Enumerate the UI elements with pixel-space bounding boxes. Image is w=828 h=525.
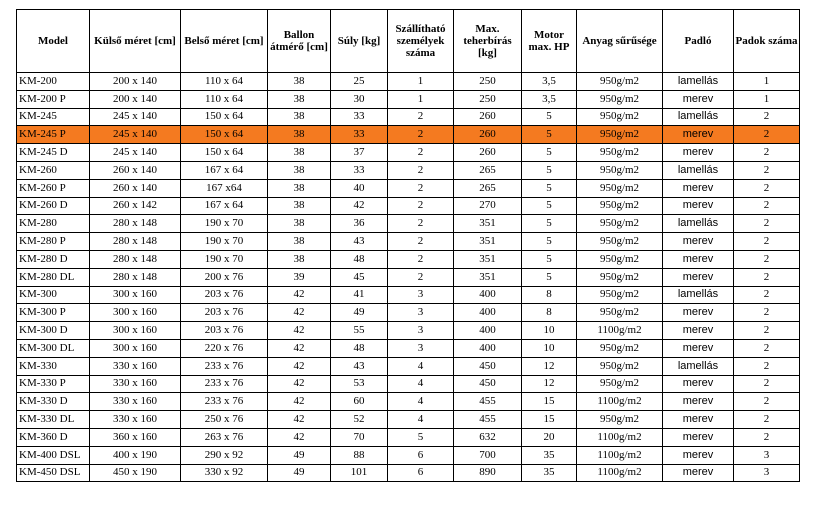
table-row xyxy=(17,215,800,233)
cell-outer-size: 245 x 140 xyxy=(90,126,181,144)
cell-max-load: 270 xyxy=(454,197,522,215)
cell-bench-count: 2 xyxy=(734,286,800,304)
cell-weight: 70 xyxy=(331,428,388,446)
cell-material-density: 950g/m2 xyxy=(577,250,663,268)
cell-max-load: 400 xyxy=(454,339,522,357)
cell-persons: 5 xyxy=(388,428,454,446)
cell-motor-hp: 5 xyxy=(522,215,577,233)
cell-motor-hp: 5 xyxy=(522,250,577,268)
cell-weight: 36 xyxy=(331,215,388,233)
cell-tube-diameter: 42 xyxy=(268,428,331,446)
cell-material-density: 950g/m2 xyxy=(577,411,663,429)
cell-model: KM-280 xyxy=(17,215,90,233)
cell-weight: 45 xyxy=(331,268,388,286)
table-row xyxy=(17,268,800,286)
header-persons: Szállítható személyek száma xyxy=(388,10,454,73)
cell-bench-count: 2 xyxy=(734,393,800,411)
cell-tube-diameter: 42 xyxy=(268,375,331,393)
cell-tube-diameter: 38 xyxy=(268,161,331,179)
cell-material-density: 950g/m2 xyxy=(577,73,663,91)
cell-tube-diameter: 38 xyxy=(268,126,331,144)
table-row xyxy=(17,73,800,91)
cell-persons: 2 xyxy=(388,233,454,251)
cell-material-density: 950g/m2 xyxy=(577,161,663,179)
cell-floor: lamellás xyxy=(663,161,734,179)
cell-max-load: 250 xyxy=(454,90,522,108)
cell-motor-hp: 35 xyxy=(522,446,577,464)
cell-inner-size: 263 x 76 xyxy=(181,428,268,446)
cell-floor: merev xyxy=(663,233,734,251)
cell-model: KM-360 D xyxy=(17,428,90,446)
cell-weight: 33 xyxy=(331,161,388,179)
cell-inner-size: 167 x 64 xyxy=(181,161,268,179)
cell-persons: 3 xyxy=(388,304,454,322)
cell-bench-count: 2 xyxy=(734,215,800,233)
cell-weight: 52 xyxy=(331,411,388,429)
cell-material-density: 950g/m2 xyxy=(577,144,663,162)
table-body xyxy=(17,73,800,482)
cell-inner-size: 190 x 70 xyxy=(181,250,268,268)
cell-floor: merev xyxy=(663,428,734,446)
cell-floor: merev xyxy=(663,375,734,393)
cell-motor-hp: 20 xyxy=(522,428,577,446)
cell-inner-size: 110 x 64 xyxy=(181,73,268,91)
cell-max-load: 265 xyxy=(454,161,522,179)
cell-material-density: 950g/m2 xyxy=(577,375,663,393)
cell-tube-diameter: 38 xyxy=(268,108,331,126)
cell-motor-hp: 10 xyxy=(522,322,577,340)
cell-inner-size: 150 x 64 xyxy=(181,126,268,144)
cell-bench-count: 2 xyxy=(734,197,800,215)
cell-material-density: 950g/m2 xyxy=(577,268,663,286)
cell-inner-size: 110 x 64 xyxy=(181,90,268,108)
table-row xyxy=(17,357,800,375)
cell-model: KM-330 D xyxy=(17,393,90,411)
cell-bench-count: 2 xyxy=(734,108,800,126)
cell-material-density: 950g/m2 xyxy=(577,108,663,126)
table-row xyxy=(17,233,800,251)
cell-outer-size: 245 x 140 xyxy=(90,144,181,162)
cell-weight: 48 xyxy=(331,339,388,357)
cell-inner-size: 167 x 64 xyxy=(181,197,268,215)
cell-outer-size: 200 x 140 xyxy=(90,73,181,91)
cell-persons: 6 xyxy=(388,446,454,464)
cell-weight: 25 xyxy=(331,73,388,91)
cell-tube-diameter: 38 xyxy=(268,90,331,108)
header-row xyxy=(17,10,800,73)
cell-floor: lamellás xyxy=(663,357,734,375)
cell-floor: lamellás xyxy=(663,215,734,233)
cell-bench-count: 2 xyxy=(734,428,800,446)
cell-material-density: 1100g/m2 xyxy=(577,446,663,464)
cell-persons: 2 xyxy=(388,161,454,179)
cell-tube-diameter: 38 xyxy=(268,250,331,268)
cell-max-load: 260 xyxy=(454,108,522,126)
cell-weight: 55 xyxy=(331,322,388,340)
cell-floor: merev xyxy=(663,393,734,411)
cell-persons: 6 xyxy=(388,464,454,482)
spec-table-container xyxy=(16,9,800,482)
cell-max-load: 351 xyxy=(454,268,522,286)
cell-motor-hp: 35 xyxy=(522,464,577,482)
boat-spec-table xyxy=(16,9,800,482)
cell-bench-count: 2 xyxy=(734,144,800,162)
cell-material-density: 1100g/m2 xyxy=(577,464,663,482)
cell-persons: 1 xyxy=(388,73,454,91)
cell-persons: 1 xyxy=(388,90,454,108)
cell-outer-size: 280 x 148 xyxy=(90,268,181,286)
cell-floor: merev xyxy=(663,322,734,340)
cell-motor-hp: 5 xyxy=(522,126,577,144)
cell-bench-count: 2 xyxy=(734,179,800,197)
cell-floor: merev xyxy=(663,304,734,322)
cell-material-density: 950g/m2 xyxy=(577,286,663,304)
cell-material-density: 950g/m2 xyxy=(577,215,663,233)
cell-floor: merev xyxy=(663,90,734,108)
cell-persons: 2 xyxy=(388,144,454,162)
cell-max-load: 700 xyxy=(454,446,522,464)
cell-persons: 2 xyxy=(388,268,454,286)
table-row xyxy=(17,464,800,482)
cell-inner-size: 167 x64 xyxy=(181,179,268,197)
cell-outer-size: 260 x 140 xyxy=(90,161,181,179)
cell-model: KM-300 P xyxy=(17,304,90,322)
cell-motor-hp: 3,5 xyxy=(522,90,577,108)
cell-material-density: 1100g/m2 xyxy=(577,393,663,411)
cell-bench-count: 2 xyxy=(734,126,800,144)
cell-motor-hp: 8 xyxy=(522,286,577,304)
header-material-density: Anyag sűrűsége xyxy=(577,10,663,73)
table-row-highlighted xyxy=(17,126,800,144)
header-motor-hp: Motor max. HP xyxy=(522,10,577,73)
cell-weight: 37 xyxy=(331,144,388,162)
cell-floor: merev xyxy=(663,179,734,197)
table-row xyxy=(17,446,800,464)
cell-tube-diameter: 42 xyxy=(268,411,331,429)
cell-weight: 60 xyxy=(331,393,388,411)
cell-bench-count: 2 xyxy=(734,339,800,357)
cell-model: KM-260 xyxy=(17,161,90,179)
cell-persons: 2 xyxy=(388,215,454,233)
cell-floor: merev xyxy=(663,464,734,482)
cell-persons: 2 xyxy=(388,126,454,144)
cell-weight: 53 xyxy=(331,375,388,393)
cell-floor: merev xyxy=(663,411,734,429)
cell-persons: 4 xyxy=(388,411,454,429)
cell-max-load: 260 xyxy=(454,126,522,144)
cell-motor-hp: 5 xyxy=(522,108,577,126)
cell-persons: 2 xyxy=(388,197,454,215)
cell-tube-diameter: 42 xyxy=(268,339,331,357)
cell-outer-size: 360 x 160 xyxy=(90,428,181,446)
cell-outer-size: 245 x 140 xyxy=(90,108,181,126)
cell-material-density: 950g/m2 xyxy=(577,304,663,322)
cell-weight: 33 xyxy=(331,108,388,126)
cell-persons: 2 xyxy=(388,108,454,126)
cell-motor-hp: 12 xyxy=(522,357,577,375)
cell-tube-diameter: 49 xyxy=(268,464,331,482)
cell-outer-size: 260 x 142 xyxy=(90,197,181,215)
cell-motor-hp: 8 xyxy=(522,304,577,322)
cell-max-load: 450 xyxy=(454,357,522,375)
cell-max-load: 632 xyxy=(454,428,522,446)
cell-motor-hp: 5 xyxy=(522,197,577,215)
cell-persons: 3 xyxy=(388,322,454,340)
cell-bench-count: 2 xyxy=(734,357,800,375)
cell-outer-size: 280 x 148 xyxy=(90,233,181,251)
table-row xyxy=(17,250,800,268)
header-weight: Súly [kg] xyxy=(331,10,388,73)
cell-material-density: 950g/m2 xyxy=(577,357,663,375)
cell-outer-size: 400 x 190 xyxy=(90,446,181,464)
cell-bench-count: 3 xyxy=(734,464,800,482)
cell-bench-count: 2 xyxy=(734,161,800,179)
cell-max-load: 890 xyxy=(454,464,522,482)
cell-outer-size: 200 x 140 xyxy=(90,90,181,108)
cell-weight: 33 xyxy=(331,126,388,144)
cell-outer-size: 330 x 160 xyxy=(90,393,181,411)
cell-outer-size: 330 x 160 xyxy=(90,375,181,393)
cell-max-load: 351 xyxy=(454,250,522,268)
cell-model: KM-300 xyxy=(17,286,90,304)
cell-tube-diameter: 38 xyxy=(268,179,331,197)
cell-weight: 101 xyxy=(331,464,388,482)
cell-outer-size: 260 x 140 xyxy=(90,179,181,197)
header-model: Model xyxy=(17,10,90,73)
cell-inner-size: 150 x 64 xyxy=(181,108,268,126)
cell-inner-size: 330 x 92 xyxy=(181,464,268,482)
cell-inner-size: 233 x 76 xyxy=(181,393,268,411)
cell-model: KM-400 DSL xyxy=(17,446,90,464)
cell-bench-count: 2 xyxy=(734,375,800,393)
cell-motor-hp: 15 xyxy=(522,411,577,429)
cell-floor: merev xyxy=(663,446,734,464)
cell-floor: merev xyxy=(663,126,734,144)
cell-floor: merev xyxy=(663,339,734,357)
header-tube-diameter: Ballon átmérő [cm] xyxy=(268,10,331,73)
cell-motor-hp: 5 xyxy=(522,179,577,197)
cell-tube-diameter: 42 xyxy=(268,286,331,304)
cell-outer-size: 300 x 160 xyxy=(90,304,181,322)
cell-outer-size: 330 x 160 xyxy=(90,357,181,375)
cell-inner-size: 250 x 76 xyxy=(181,411,268,429)
cell-motor-hp: 15 xyxy=(522,393,577,411)
cell-motor-hp: 5 xyxy=(522,144,577,162)
cell-weight: 48 xyxy=(331,250,388,268)
cell-bench-count: 1 xyxy=(734,73,800,91)
cell-tube-diameter: 42 xyxy=(268,393,331,411)
cell-floor: merev xyxy=(663,250,734,268)
cell-inner-size: 203 x 76 xyxy=(181,286,268,304)
cell-persons: 3 xyxy=(388,339,454,357)
cell-motor-hp: 3,5 xyxy=(522,73,577,91)
cell-material-density: 950g/m2 xyxy=(577,339,663,357)
cell-model: KM-200 xyxy=(17,73,90,91)
cell-max-load: 455 xyxy=(454,411,522,429)
header-outer-size: Külső méret [cm] xyxy=(90,10,181,73)
table-row xyxy=(17,304,800,322)
cell-material-density: 950g/m2 xyxy=(577,179,663,197)
cell-motor-hp: 12 xyxy=(522,375,577,393)
cell-floor: merev xyxy=(663,268,734,286)
cell-inner-size: 200 x 76 xyxy=(181,268,268,286)
cell-outer-size: 330 x 160 xyxy=(90,411,181,429)
cell-outer-size: 300 x 160 xyxy=(90,339,181,357)
cell-max-load: 400 xyxy=(454,286,522,304)
cell-material-density: 950g/m2 xyxy=(577,90,663,108)
cell-persons: 2 xyxy=(388,250,454,268)
cell-inner-size: 290 x 92 xyxy=(181,446,268,464)
cell-model: KM-300 DL xyxy=(17,339,90,357)
cell-bench-count: 2 xyxy=(734,304,800,322)
cell-model: KM-330 P xyxy=(17,375,90,393)
cell-persons: 4 xyxy=(388,375,454,393)
cell-inner-size: 203 x 76 xyxy=(181,304,268,322)
cell-tube-diameter: 38 xyxy=(268,197,331,215)
table-row xyxy=(17,108,800,126)
cell-model: KM-280 DL xyxy=(17,268,90,286)
cell-bench-count: 2 xyxy=(734,268,800,286)
cell-floor: merev xyxy=(663,197,734,215)
cell-outer-size: 300 x 160 xyxy=(90,286,181,304)
cell-material-density: 950g/m2 xyxy=(577,197,663,215)
cell-max-load: 450 xyxy=(454,375,522,393)
cell-tube-diameter: 42 xyxy=(268,304,331,322)
table-row xyxy=(17,144,800,162)
cell-model: KM-245 xyxy=(17,108,90,126)
cell-bench-count: 2 xyxy=(734,233,800,251)
cell-persons: 4 xyxy=(388,393,454,411)
cell-model: KM-245 P xyxy=(17,126,90,144)
table-row xyxy=(17,179,800,197)
cell-inner-size: 203 x 76 xyxy=(181,322,268,340)
cell-outer-size: 280 x 148 xyxy=(90,215,181,233)
cell-model: KM-330 xyxy=(17,357,90,375)
cell-max-load: 400 xyxy=(454,322,522,340)
cell-max-load: 265 xyxy=(454,179,522,197)
cell-model: KM-245 D xyxy=(17,144,90,162)
cell-persons: 4 xyxy=(388,357,454,375)
cell-bench-count: 2 xyxy=(734,411,800,429)
cell-material-density: 950g/m2 xyxy=(577,126,663,144)
cell-outer-size: 280 x 148 xyxy=(90,250,181,268)
cell-inner-size: 220 x 76 xyxy=(181,339,268,357)
cell-weight: 88 xyxy=(331,446,388,464)
cell-weight: 30 xyxy=(331,90,388,108)
cell-persons: 3 xyxy=(388,286,454,304)
cell-tube-diameter: 38 xyxy=(268,233,331,251)
cell-motor-hp: 5 xyxy=(522,161,577,179)
header-bench-count: Padok száma xyxy=(734,10,800,73)
cell-tube-diameter: 38 xyxy=(268,215,331,233)
cell-max-load: 400 xyxy=(454,304,522,322)
cell-motor-hp: 5 xyxy=(522,233,577,251)
table-row xyxy=(17,339,800,357)
cell-persons: 2 xyxy=(388,179,454,197)
cell-tube-diameter: 38 xyxy=(268,144,331,162)
cell-floor: merev xyxy=(663,144,734,162)
cell-tube-diameter: 42 xyxy=(268,357,331,375)
cell-weight: 40 xyxy=(331,179,388,197)
header-max-load: Max. teherbírás [kg] xyxy=(454,10,522,73)
cell-weight: 41 xyxy=(331,286,388,304)
table-row xyxy=(17,393,800,411)
table-row xyxy=(17,322,800,340)
cell-max-load: 250 xyxy=(454,73,522,91)
table-row xyxy=(17,428,800,446)
cell-motor-hp: 10 xyxy=(522,339,577,357)
cell-inner-size: 233 x 76 xyxy=(181,375,268,393)
cell-bench-count: 2 xyxy=(734,250,800,268)
table-row xyxy=(17,286,800,304)
cell-max-load: 455 xyxy=(454,393,522,411)
cell-outer-size: 300 x 160 xyxy=(90,322,181,340)
cell-weight: 42 xyxy=(331,197,388,215)
cell-tube-diameter: 49 xyxy=(268,446,331,464)
cell-model: KM-260 P xyxy=(17,179,90,197)
cell-tube-diameter: 38 xyxy=(268,73,331,91)
cell-model: KM-200 P xyxy=(17,90,90,108)
cell-inner-size: 190 x 70 xyxy=(181,215,268,233)
cell-model: KM-300 D xyxy=(17,322,90,340)
cell-material-density: 1100g/m2 xyxy=(577,322,663,340)
cell-model: KM-280 D xyxy=(17,250,90,268)
cell-floor: lamellás xyxy=(663,73,734,91)
cell-bench-count: 1 xyxy=(734,90,800,108)
cell-max-load: 260 xyxy=(454,144,522,162)
cell-motor-hp: 5 xyxy=(522,268,577,286)
cell-max-load: 351 xyxy=(454,233,522,251)
table-header xyxy=(17,10,800,73)
table-row xyxy=(17,197,800,215)
cell-floor: lamellás xyxy=(663,286,734,304)
cell-bench-count: 2 xyxy=(734,322,800,340)
cell-weight: 43 xyxy=(331,233,388,251)
cell-tube-diameter: 42 xyxy=(268,322,331,340)
cell-outer-size: 450 x 190 xyxy=(90,464,181,482)
cell-inner-size: 190 x 70 xyxy=(181,233,268,251)
cell-model: KM-280 P xyxy=(17,233,90,251)
cell-max-load: 351 xyxy=(454,215,522,233)
table-row xyxy=(17,161,800,179)
header-floor: Padló xyxy=(663,10,734,73)
cell-model: KM-260 D xyxy=(17,197,90,215)
cell-inner-size: 233 x 76 xyxy=(181,357,268,375)
cell-weight: 43 xyxy=(331,357,388,375)
cell-inner-size: 150 x 64 xyxy=(181,144,268,162)
cell-model: KM-450 DSL xyxy=(17,464,90,482)
cell-bench-count: 3 xyxy=(734,446,800,464)
table-row xyxy=(17,411,800,429)
header-inner-size: Belső méret [cm] xyxy=(181,10,268,73)
cell-weight: 49 xyxy=(331,304,388,322)
table-row xyxy=(17,90,800,108)
table-row xyxy=(17,375,800,393)
cell-material-density: 1100g/m2 xyxy=(577,428,663,446)
cell-tube-diameter: 39 xyxy=(268,268,331,286)
cell-floor: lamellás xyxy=(663,108,734,126)
cell-model: KM-330 DL xyxy=(17,411,90,429)
cell-material-density: 950g/m2 xyxy=(577,233,663,251)
